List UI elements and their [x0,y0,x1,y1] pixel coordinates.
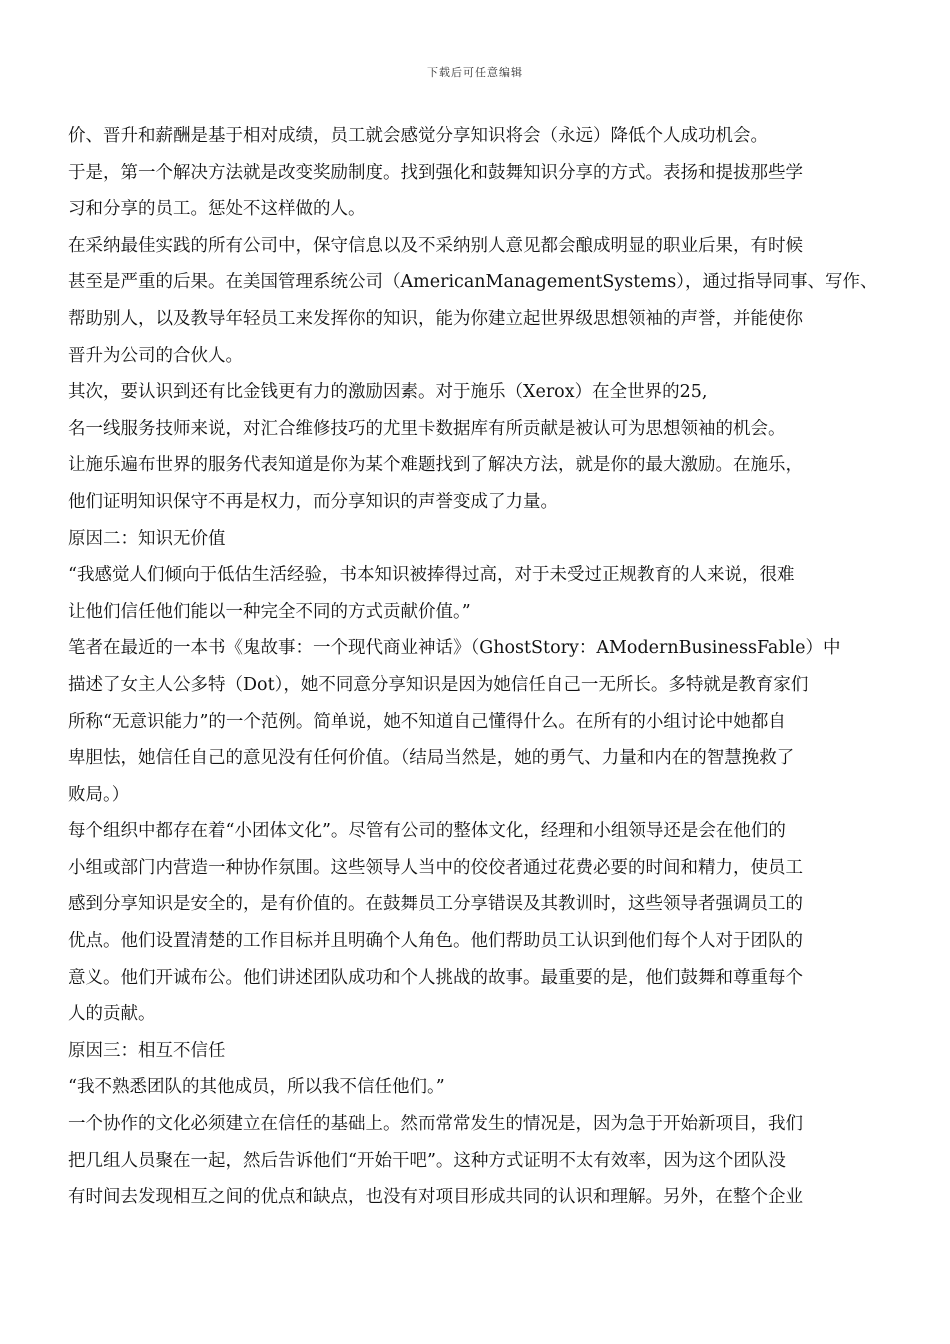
text-line: 价、晋升和薪酬是基于相对成绩，员工就会感觉分享知识将会（永远）降低个人成功机会。 [68,126,768,146]
text-line: 描述了女主人公多特（Dot），她不同意分享知识是因为她信任自己一无所长。多特就是教育家们 [68,674,809,695]
text-line: 帮助别人，以及教导年轻员工来发挥你的知识，能为你建立起世界级思想领袖的声誉，并能使你 [68,308,803,329]
text-line: 让他们信任他们能以一种完全不同的方式贡献价值。” [68,601,471,622]
text-line: 让施乐遍布世界的服务代表知道是你为某个难题找到了解决方法，就是你的最大激励。在施乐， [68,455,803,476]
text-line: 人的贡献。 [68,1004,156,1025]
text-line: 败局。） [68,784,130,805]
text-line: 在采纳最佳实践的所有公司中，保守信息以及不采纳别人意见都会酿成明显的职业后果，有时候 [68,235,803,256]
text-line: “我感觉人们倾向于低估生活经验，书本知识被捧得过高，对于未受过正规教育的人来说，很难 [68,565,795,586]
text-line: “我不熟悉团队的其他成员，所以我不信任他们。” [68,1077,445,1098]
text-line: 晋升为公司的合伙人。 [68,345,243,366]
text-line: 感到分享知识是安全的，是有价值的。在鼓舞员工分享错误及其教训时，这些领导者强调员工的 [68,894,803,915]
document-body [68,118,898,1216]
page-header: 下载后可任意编辑 [427,66,523,79]
text-line: 甚至是严重的后果。在美国管理系统公司（AmericanManagementSystems），通过指导同事、写作、 [68,272,878,293]
section-heading: 原因二：知识无价值 [68,528,226,549]
text-line: 把几组人员聚在一起，然后告诉他们“开始干吧”。这种方式证明不太有效率，因为这个团队没 [68,1150,786,1171]
text-line: 于是，第一个解决方法就是改变奖励制度。找到强化和鼓舞知识分享的方式。表扬和提拔那些学 [68,162,803,183]
text-line: 每个组织中都存在着“小团体文化”。尽管有公司的整体文化，经理和小组领导还是会在他们的 [68,821,786,842]
text-line: 名一线服务技师来说，对汇合维修技巧的尤里卡数据库有所贡献是被认可为思想领袖的机会。 [68,418,786,439]
text-line: 小组或部门内营造一种协作氛围。这些领导人当中的佼佼者通过花费必要的时间和精力，使员工 [68,857,803,878]
text-line: 所称“无意识能力”的一个范例。简单说，她不知道自己懂得什么。在所有的小组讨论中她都自 [68,711,786,732]
text-line: 笔者在最近的一本书《鬼故事：一个现代商业神话》（GhostStory：AModernBusinessFable）中 [68,638,841,659]
text-line: 一个协作的文化必须建立在信任的基础上。然而常常发生的情况是，因为急于开始新项目，我们 [68,1114,803,1135]
text-line: 优点。他们设置清楚的工作目标并且明确个人角色。他们帮助员工认识到他们每个人对于团队的 [68,931,803,952]
text-line: 有时间去发现相互之间的优点和缺点，也没有对项目形成共同的认识和理解。另外，在整个企业 [68,1187,803,1208]
text-line: 习和分享的员工。惩处不这样做的人。 [68,199,366,220]
section-heading: 原因三：相互不信任 [68,1040,226,1061]
text-line: 其次，要认识到还有比金钱更有力的激励因素。对于施乐（Xerox）在全世界的25, [68,382,708,403]
text-line: 卑胆怯，她信任自己的意见没有任何价值。（结局当然是，她的勇气、力量和内在的智慧挽救了 [68,748,795,769]
text-line: 他们证明知识保守不再是权力，而分享知识的声誉变成了力量。 [68,491,558,512]
text-line: 意义。他们开诚布公。他们讲述团队成功和个人挑战的故事。最重要的是，他们鼓舞和尊重每个 [68,967,803,988]
